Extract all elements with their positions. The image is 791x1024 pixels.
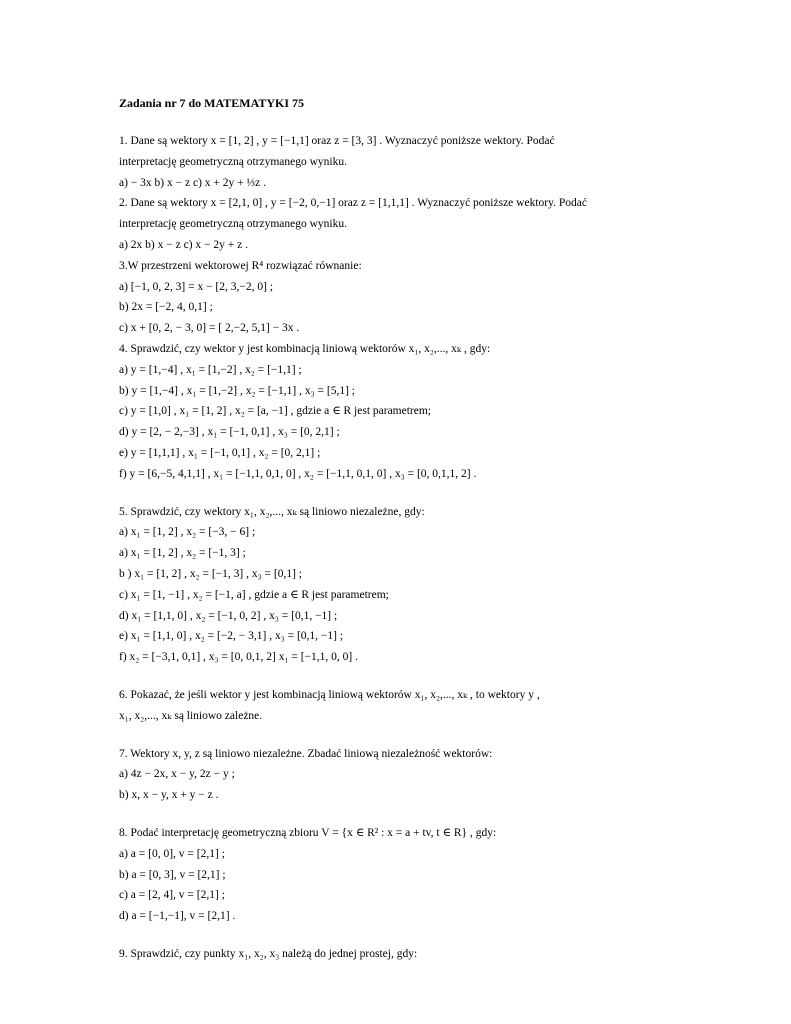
exercise-line: 4. Sprawdzić, czy wektor y jest kombinacją liniową wektorów x₁, x₂,..., xₖ , gdy: xyxy=(119,342,491,355)
exercise-line: d) x₁ = [1,1, 0] , x₂ = [−1, 0, 2] , x₃ = [0,1, −1] ; xyxy=(119,609,338,622)
spacer xyxy=(119,485,679,502)
exercise-line: d) y = [2, − 2,−3] , x₁ = [−1, 0,1] , x₃ = [0, 2,1] ; xyxy=(119,426,340,439)
exercise-line: a) x₁ = [1, 2] , x₂ = [−1, 3] ; xyxy=(119,547,246,560)
exercise-line: 7. Wektory x, y, z są liniowo niezależne. Zbadać liniową niezależność wektorów: xyxy=(119,747,493,760)
exercise-line: 3.W przestrzeni wektorowej R⁴ rozwiązać równanie: xyxy=(119,259,362,272)
exercise-line: 6. Pokazać, że jeśli wektor y jest kombinacją liniową wektorów x₁, x₂,..., xₖ , to wektory y , xyxy=(119,688,540,701)
exercise-line: a) 4z − 2x, x − y, 2z − y ; xyxy=(119,768,235,781)
exercise-line: b) y = [1,−4] , x₁ = [1,−2] , x₂ = [−1,1] , x₃ = [5,1] ; xyxy=(119,384,355,397)
exercise-line: e) y = [1,1,1] , x₁ = [−1, 0,1] , x₂ = [0, 2,1] ; xyxy=(119,446,321,459)
exercise-line: 8. Podać interpretację geometryczną zbioru V = {x ∈ R² : x = a + tv, t ∈ R} , gdy: xyxy=(119,826,497,839)
exercise-list xyxy=(119,131,679,965)
exercise-line: e) x₁ = [1,1, 0] , x₂ = [−2, − 3,1] , x₃ = [0,1, −1] ; xyxy=(119,630,344,643)
exercise-line: 9. Sprawdzić, czy punkty x₁, x₂, x₃ należą do jednej prostej, gdy: xyxy=(119,947,418,960)
spacer xyxy=(119,727,679,744)
exercise-line: a) 2x b) x − z c) x − 2y + z . xyxy=(119,238,248,251)
exercise-line: f) y = [6,−5, 4,1,1] , x₁ = [−1,1, 0,1, 0] , x₂ = [−1,1, 0,1, 0] , x₃ = [0, 0,1,1, 2] . xyxy=(119,467,477,480)
spacer xyxy=(119,668,679,685)
exercise-line: x₁, x₂,..., xₖ są liniowo zależne. xyxy=(119,709,263,722)
exercise-line: b) 2x = [−2, 4, 0,1] ; xyxy=(119,301,213,314)
exercise-line: b) x, x − y, x + y − z . xyxy=(119,789,219,802)
exercise-line: interpretację geometryczną otrzymanego wyniku. xyxy=(119,155,347,168)
exercise-line: c) a = [2, 4], v = [2,1] ; xyxy=(119,889,225,902)
exercise-line: a) [−1, 0, 2, 3] = x − [2, 3,−2, 0] ; xyxy=(119,280,274,293)
document-page xyxy=(119,96,679,965)
exercise-line: c) x₁ = [1, −1] , x₂ = [−1, a] , gdzie a ∈ R jest parametrem; xyxy=(119,588,389,601)
exercise-line: a) y = [1,−4] , x₁ = [1,−2] , x₂ = [−1,1] ; xyxy=(119,363,302,376)
exercise-line: a) x₁ = [1, 2] , x₂ = [−3, − 6] ; xyxy=(119,526,256,539)
exercise-line: b) a = [0, 3], v = [2,1] ; xyxy=(119,868,226,881)
exercise-line: 1. Dane są wektory x = [1, 2] , y = [−1,1] oraz z = [3, 3] . Wyznaczyć poniższe wektory. Podać xyxy=(119,135,555,147)
exercise-line: interpretację geometryczną otrzymanego wyniku. xyxy=(119,218,347,231)
exercise-line: a) a = [0, 0], v = [2,1] ; xyxy=(119,847,225,860)
spacer xyxy=(119,806,679,823)
exercise-line: c) x + [0, 2, − 3, 0] = [ 2,−2, 5,1] − 3x . xyxy=(119,322,300,335)
document-title: Zadania nr 7 do MATEMATYKI 75 xyxy=(119,96,305,110)
exercise-line: b ) x₁ = [1, 2] , x₂ = [−1, 3] , x₃ = [0,1] ; xyxy=(119,567,302,580)
exercise-line: 2. Dane są wektory x = [2,1, 0] , y = [−2, 0,−1] oraz z = [1,1,1] . Wyznaczyć poniższe wektory. Podać xyxy=(119,197,587,210)
exercise-line: f) x₂ = [−3,1, 0,1] , x₃ = [0, 0,1, 2] x₁ = [−1,1, 0, 0] . xyxy=(119,651,358,664)
exercise-line: c) y = [1,0] , x₁ = [1, 2] , x₂ = [a, −1] , gdzie a ∈ R jest parametrem; xyxy=(119,405,431,418)
exercise-line: 5. Sprawdzić, czy wektory x₁, x₂,..., xₖ są liniowo niezależne, gdy: xyxy=(119,505,425,518)
spacer xyxy=(119,927,679,944)
exercise-line: d) a = [−1,−1], v = [2,1] . xyxy=(119,910,236,923)
exercise-line: a) − 3x b) x − z c) x + 2y + ⅓z . xyxy=(119,176,266,189)
